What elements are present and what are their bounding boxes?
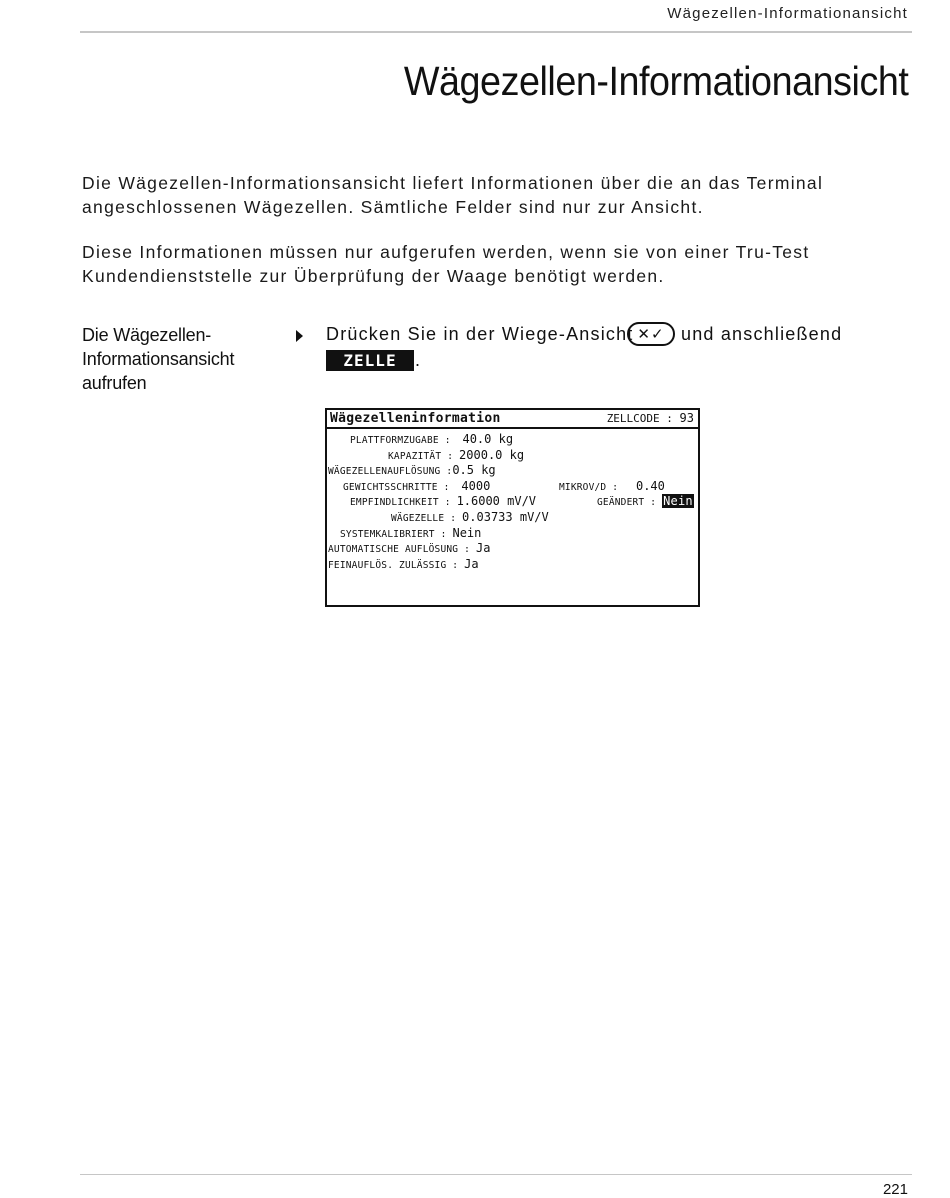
footer-divider [80, 1174, 912, 1175]
procedure-label-line: aufrufen [82, 373, 147, 393]
lcd-row-resolution [328, 463, 496, 477]
lcd-value: Ja [464, 557, 479, 571]
header-divider [80, 31, 912, 33]
lcd-title-divider [327, 427, 698, 429]
cross-check-key-icon: ✕✓ [627, 322, 675, 346]
lcd-value: 2000.0 kg [459, 448, 525, 462]
lcd-row-sensitivity [350, 494, 536, 508]
step-text-start: Drücken Sie in der Wiege-Ansicht [326, 324, 634, 344]
zelle-softkey-icon: ZELLE [326, 350, 414, 371]
lcd-row-microv [559, 479, 665, 493]
lcd-row-auto-resolution [328, 541, 490, 555]
lcd-row-fine-resolution [328, 557, 479, 571]
running-header: Wägezellen-Informationansicht [667, 5, 908, 22]
lcd-value: 0.40 [635, 479, 665, 493]
load-cell-info-screen [325, 408, 700, 607]
lcd-label: WÄGEZELLE : [391, 513, 457, 524]
lcd-value: 1.6000 mV/V [456, 494, 537, 508]
lcd-label: EMPFINDLICHKEIT : [350, 497, 451, 508]
lcd-row-load-cell [391, 510, 549, 524]
step-text-end: und anschließend [681, 324, 843, 344]
page-number: 221 [882, 1181, 908, 1198]
lcd-label: MIKROV/D : [559, 482, 619, 493]
cellcode-label: ZELLCODE : [606, 412, 673, 425]
procedure-label-line: Informationsansicht [82, 349, 235, 369]
lcd-value: 0.03733 mV/V [462, 510, 549, 524]
lcd-value: 4000 [461, 479, 491, 493]
lcd-value: Ja [476, 541, 491, 555]
lcd-value: 0.5 kg [452, 463, 496, 477]
service-paragraph: Diese Informationen müssen nur aufgerufen werden, wenn sie von einer Tru-Test Kundendienststelle zur Überprüfung der Waage benötigt werden. [82, 242, 810, 286]
lcd-label: GEWICHTSSCHRITTE : [343, 482, 450, 493]
lcd-value: 40.0 kg [462, 432, 514, 446]
lcd-title: Wägezelleninformation [330, 411, 501, 426]
page-title: Wägezellen-Informationansicht [403, 58, 908, 104]
lcd-label: WÄGEZELLENAUFLÖSUNG : [328, 466, 453, 477]
bullet-arrow-icon [296, 330, 303, 342]
intro-paragraph: Die Wägezellen-Informationsansicht liefert Informationen über die an das Terminal angeschlossenen Wägezellen. Sämtliche Felder sind nur zur Ansicht. [82, 173, 824, 217]
lcd-label: AUTOMATISCHE AUFLÖSUNG : [328, 544, 471, 555]
lcd-label: FEINAUFLÖS. ZULÄSSIG : [328, 560, 459, 571]
lcd-row-weight-steps [343, 479, 490, 493]
lcd-value: Nein [452, 526, 482, 540]
lcd-row-platform-allowance [350, 432, 513, 446]
step-period: . [415, 350, 421, 370]
lcd-value-highlighted: Nein [663, 494, 693, 508]
procedure-label-line: Die Wägezellen- [82, 325, 212, 345]
lcd-label: GEÄNDERT : [597, 497, 657, 508]
lcd-cellcode [607, 411, 694, 425]
lcd-label: KAPAZITÄT : [388, 451, 454, 462]
lcd-label: SYSTEMKALIBRIERT : [340, 529, 447, 540]
procedure-label [82, 323, 282, 395]
lcd-row-calibrated [340, 526, 481, 540]
cellcode-value: 93 [679, 411, 694, 425]
lcd-row-capacity [388, 448, 524, 462]
lcd-label: PLATTFORMZUGABE : [350, 435, 451, 446]
lcd-row-changed [597, 494, 694, 508]
